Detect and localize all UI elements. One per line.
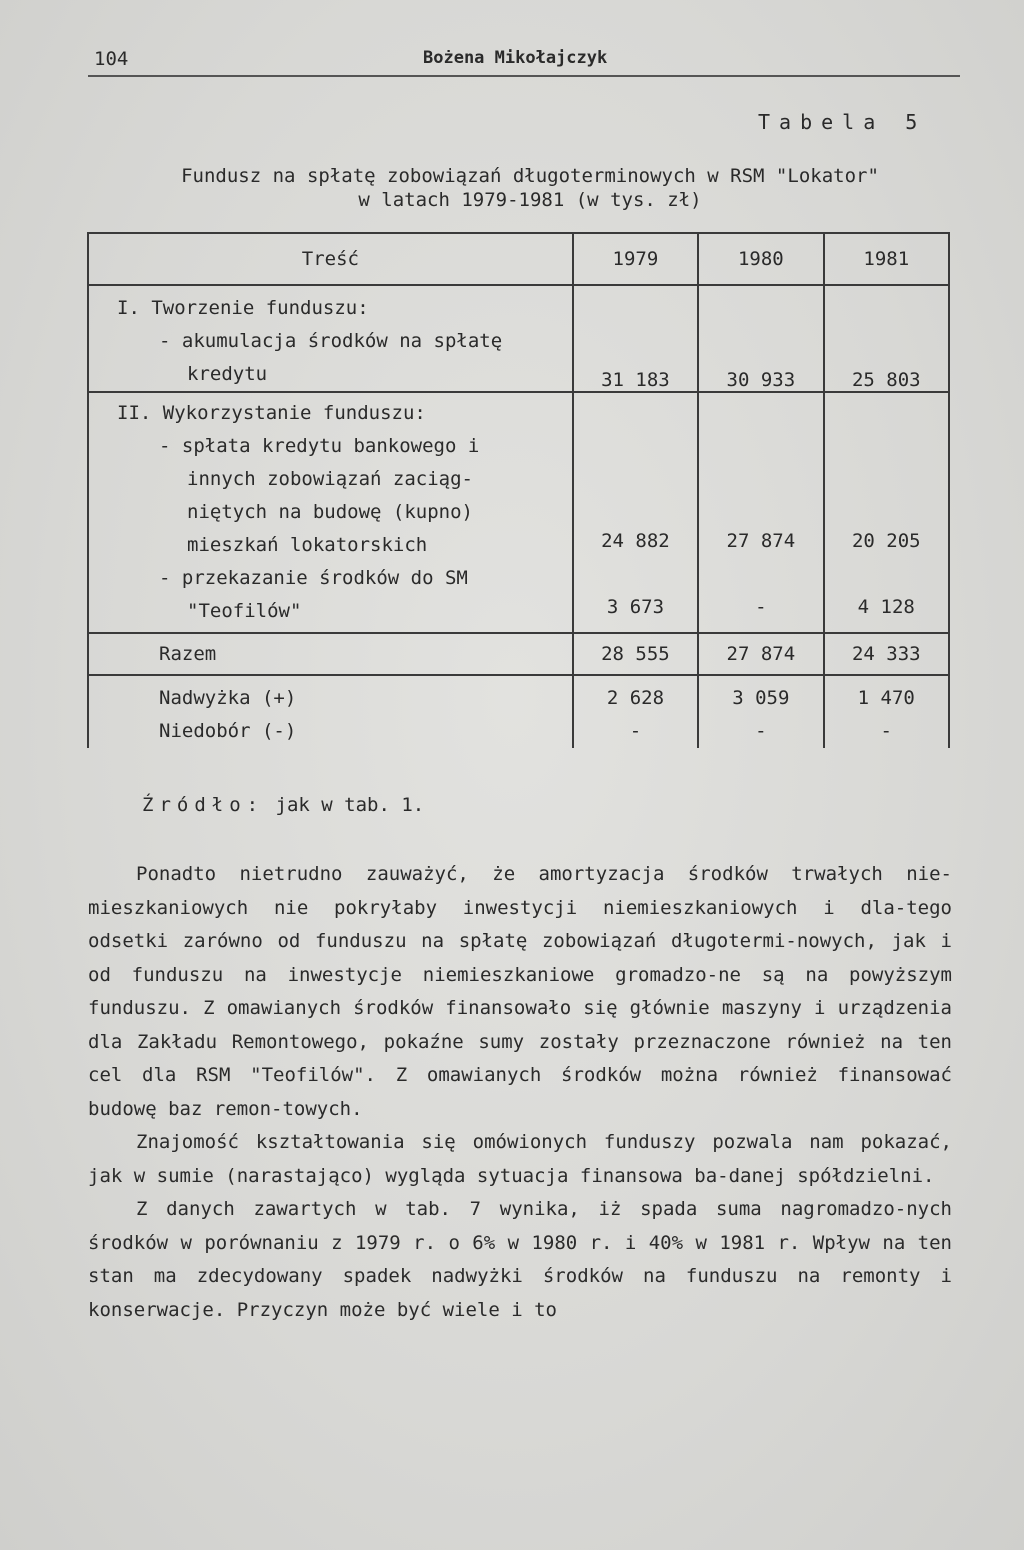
header-rule: [88, 75, 960, 77]
running-head: Bożena Mikołajczyk: [423, 48, 608, 68]
value-cell: [573, 675, 698, 748]
header-cell: 1981: [824, 233, 949, 285]
item-line: innych zobowiązań zaciąg-: [187, 468, 473, 490]
value: -: [880, 720, 892, 742]
caption-line-1: Fundusz na spłatę zobowiązań długoterminowych w RSM "Lokator": [181, 165, 879, 187]
value: 3 673: [606, 596, 665, 618]
item-line: - akumulacja środków na spłatę: [159, 330, 503, 352]
value: 2 628: [606, 687, 665, 709]
table-row-balance: [88, 675, 949, 748]
source-note: [142, 794, 424, 816]
value: 4 128: [857, 596, 915, 618]
item-line: "Teofilów": [187, 600, 302, 622]
item-line: kredytu: [187, 363, 268, 385]
value: 20 205: [851, 530, 921, 552]
header-cell: Treść: [88, 233, 573, 285]
item-line: mieszkań lokatorskich: [187, 534, 428, 556]
value: 3 059: [732, 687, 790, 709]
row-description: [88, 285, 573, 392]
paragraph: Z danych zawartych w tab. 7 wynika, iż spada suma nagromadzo-nych środków w porównaniu z 1979 r. o 6% w 1980 r. i 40% w 1981 r. Wpływ na ten stan ma zdecydowany spadek nadwyżki środków na funduszu na remonty i konserwacje. Przyczyn może być wiele i to: [88, 1198, 952, 1321]
value-cell: [698, 675, 823, 748]
section-title: II. Wykorzystanie funduszu:: [117, 402, 426, 424]
row-description: [88, 633, 573, 675]
table-caption: [100, 164, 960, 212]
value-cell: [824, 392, 949, 633]
table-row-razem: [88, 633, 949, 675]
source-label: Źródło:: [142, 794, 265, 816]
value-cell: [698, 392, 823, 633]
item-line: niętych na budowę (kupno): [187, 501, 473, 523]
paragraph: Znajomość kształtowania się omówionych funduszy pozwala nam pokazać, jak w sumie (narastająco) wygląda sytuacja finansowa ba-danej spółdzielni.: [88, 1131, 952, 1187]
value: -: [755, 596, 767, 618]
value-cell: 27 874: [698, 633, 823, 675]
value-cell: 28 555: [573, 633, 698, 675]
header-cell: 1979: [573, 233, 698, 285]
caption-line-2: w latach 1979-1981 (w tys. zł): [358, 189, 702, 211]
table-row-section-2: [88, 392, 949, 633]
table-label: Tabela 5: [758, 110, 927, 134]
table-header-row: [88, 233, 949, 285]
value-cell: 24 333: [824, 633, 949, 675]
item-line: - przekazanie środków do SM: [159, 567, 468, 589]
value: 24 882: [601, 530, 670, 552]
value-cell: [573, 392, 698, 633]
paragraph: Ponadto nietrudno zauważyć, że amortyzacja środków trwałych nie-mieszkaniowych nie pokryłaby inwestycji niemieszkaniowych i dla-tego odsetki zarówno od funduszu na spłatę zobowiązań długotermi-nowych, jak i od funduszu na inwestycje niemieszkaniowe gromadzo-ne są na powyższym funduszu. Z omawianych środków finansowało się głównie maszyny i urządzenia dla Zakładu Remontowego, pokaźne sumy zostały przeznaczone również na ten cel dla RSM "Teofilów". Z omawianych środków można również finansować budowę baz remon-towych.: [88, 863, 952, 1120]
value: -: [755, 720, 767, 742]
header-cell: 1980: [698, 233, 823, 285]
section-title: I. Tworzenie funduszu:: [117, 297, 369, 319]
data-table: [87, 232, 950, 748]
nadwyzka-label: Nadwyżka (+): [159, 687, 297, 709]
source-text: jak w tab. 1.: [275, 794, 425, 816]
item-line: - spłata kredytu bankowego i: [159, 435, 480, 457]
value-cell: 31 183: [573, 285, 698, 392]
razem-label: Razem: [159, 642, 217, 665]
row-description: [88, 392, 573, 633]
value-cell: 30 933: [698, 285, 823, 392]
table-row-section-1: [88, 285, 949, 392]
value: -: [629, 720, 642, 742]
value: 1 470: [857, 687, 915, 709]
value: 27 874: [726, 530, 796, 552]
row-description: [88, 675, 573, 748]
value-cell: 25 803: [824, 285, 949, 392]
page-number: 104: [94, 48, 129, 70]
page-header: [88, 46, 960, 76]
niedobor-label: Niedobór (-): [159, 720, 297, 742]
body-text: [88, 858, 952, 1327]
value-cell: [824, 675, 949, 748]
